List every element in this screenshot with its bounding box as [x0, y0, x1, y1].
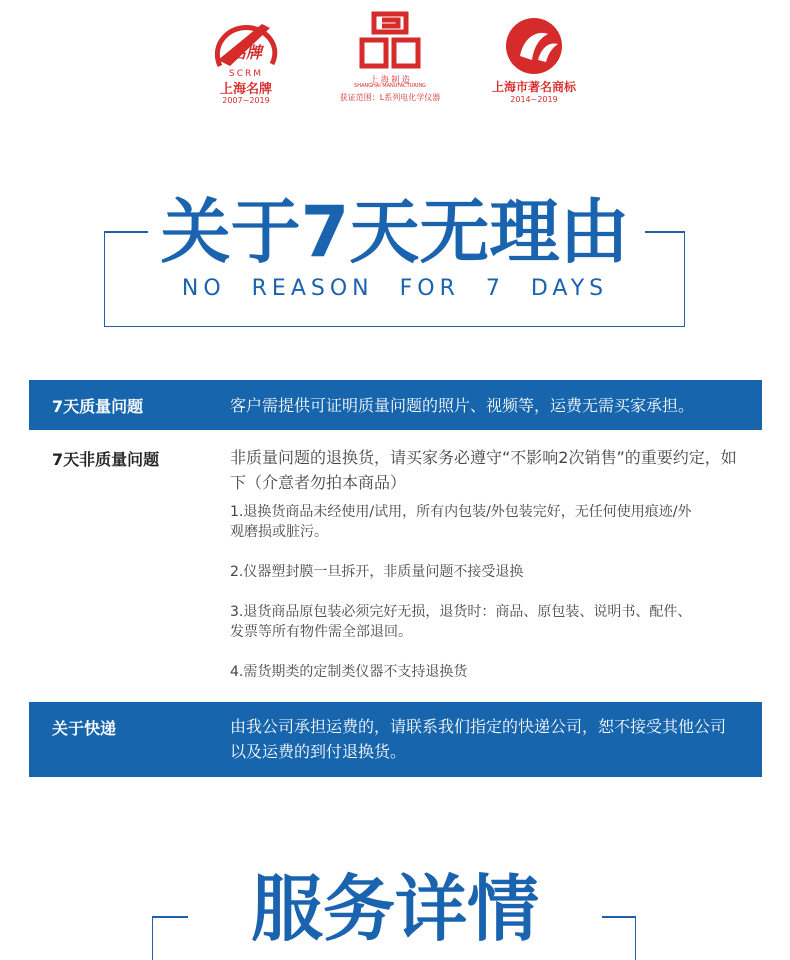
logo-title: 上海市著名商标 [491, 80, 576, 94]
svg-text:名牌: 名牌 [229, 43, 263, 62]
express-label: 关于快递 [52, 719, 117, 738]
section2-title: 服务详情 [250, 867, 539, 951]
section1-title: 关于7天无理由 [160, 191, 630, 273]
non-quality-item: 4.需货期类的定制类仪器不支持退换货 [230, 664, 468, 680]
non-quality-intro: 非质量问题的退换货，请买家务必遵守“不影响2次销售”的重要约定，如下（介意者勿拍本商品） [230, 448, 737, 492]
logo-title: 上海名牌 [219, 82, 272, 97]
non-quality-item: 2.仪器塑封膜一旦拆开，非质量问题不接受退换 [230, 564, 524, 580]
quality-label: 7天质量问题 [52, 397, 144, 416]
logo-shanghai-brand [200, 14, 292, 106]
logo-title: 上 海 制 造 [370, 75, 410, 84]
non-quality-item: 1.退换货商品未经使用/试用，所有内包装/外包装完好，无任何使用痕迹/外观磨损或脏污。 [230, 504, 692, 540]
trademark-emblem-icon [486, 16, 582, 78]
shanghai-brand-emblem-icon [200, 14, 292, 80]
seal-pattern-icon [338, 10, 442, 76]
non-quality-label: 7天非质量问题 [52, 450, 160, 469]
logo-subtitle: SHANGHAI MANUFACTURING [354, 83, 426, 89]
section1-subtitle: NO REASON FOR 7 DAYS [181, 276, 609, 301]
logo-years: 2014~2019 [510, 95, 558, 104]
logo-scope: 获证范围：L系列电化学仪器 [339, 93, 441, 102]
logo-shanghai-famous-trademark [486, 16, 582, 106]
express-text: 由我公司承担运费的，请联系我们指定的快递公司，恕不接受其他公司以及运费的到付退换货。 [230, 717, 727, 761]
logo-emblem-text: SCRM [228, 69, 264, 79]
logo-shanghai-manufacturing [338, 10, 442, 106]
logo-years: 2007~2019 [222, 96, 270, 105]
quality-text: 客户需提供可证明质量问题的照片、视频等，运费无需买家承担。 [230, 396, 695, 415]
non-quality-item: 3.退货商品原包装必须完好无损，退货时：商品、原包装、说明书、配件、发票等所有物件需全部退回。 [230, 604, 692, 640]
